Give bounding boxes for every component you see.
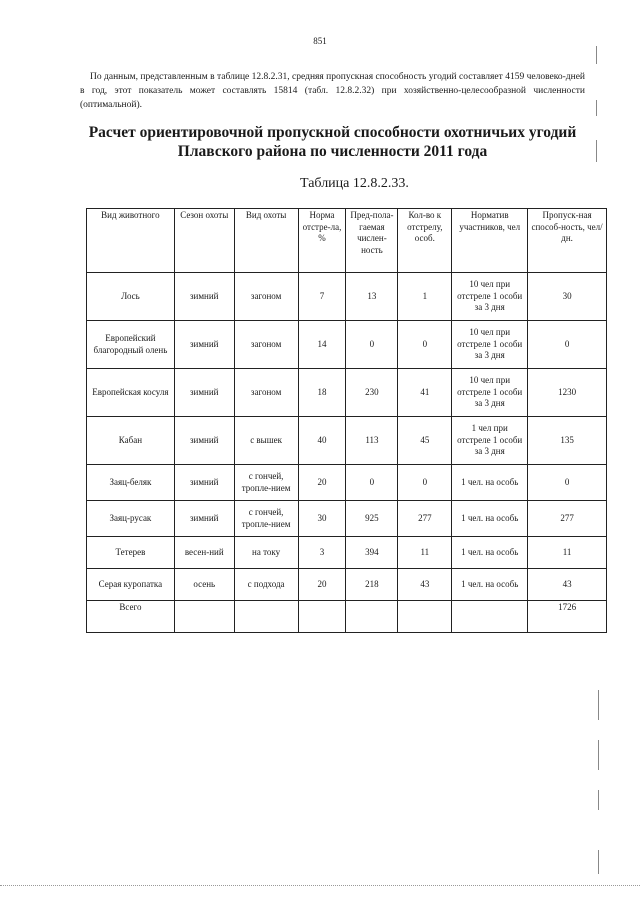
cell-hunt-type: с подхода — [234, 569, 298, 601]
cell-hunt-type: с гончей, тропле-нием — [234, 465, 298, 501]
cell-cull-count: 45 — [398, 417, 452, 465]
cell-animal: Тетерев — [87, 537, 175, 569]
table-total-row — [87, 601, 607, 633]
title-line-1: Расчет ориентировочной пропускной способности охотничьих угодий — [88, 124, 577, 141]
capacity-table — [86, 208, 607, 633]
intro-text: По данным, представленным в таблице 12.8.2.31, средняя пропускная способность угодий составляет 4159 человеко-дней в год, этот показатель может составлять 15814 (табл. 12.8.2.32) при хозяйственно-целесообразной численности (оптимальной). — [80, 72, 585, 110]
table-row — [87, 369, 607, 417]
cell-hunt-type: загоном — [234, 369, 298, 417]
header-capacity: Пропуск-ная способ-ность, чел/дн. — [528, 209, 607, 273]
cell-quota: 20 — [298, 465, 346, 501]
cell-hunt-type: загоном — [234, 321, 298, 369]
cell-animal: Европейский благородный олень — [87, 321, 175, 369]
cell-quota: 30 — [298, 501, 346, 537]
cell-animal: Заяц-беляк — [87, 465, 175, 501]
cell-animal: Кабан — [87, 417, 175, 465]
cell-hunt-type: загоном — [234, 273, 298, 321]
cell-season: зимний — [174, 417, 234, 465]
cell-population: 218 — [346, 569, 398, 601]
total-value: 1726 — [528, 601, 607, 633]
cell-capacity: 1230 — [528, 369, 607, 417]
header-quota: Норма отстре-ла, % — [298, 209, 346, 273]
cell-capacity: 277 — [528, 501, 607, 537]
cell-season: зимний — [174, 501, 234, 537]
cell-participants: 1 чел. на особь — [452, 569, 528, 601]
cell-hunt-type: с вышек — [234, 417, 298, 465]
cell-participants: 10 чел при отстреле 1 особи за 3 дня — [452, 369, 528, 417]
cell-quota: 7 — [298, 273, 346, 321]
cell-capacity: 0 — [528, 465, 607, 501]
cell-quota: 18 — [298, 369, 346, 417]
cell-season: зимний — [174, 273, 234, 321]
cell-animal: Лось — [87, 273, 175, 321]
cell-population: 113 — [346, 417, 398, 465]
cell-animal: Серая куропатка — [87, 569, 175, 601]
cell-capacity: 11 — [528, 537, 607, 569]
cell-cull-count: 11 — [398, 537, 452, 569]
cell-population: 394 — [346, 537, 398, 569]
cell-season: осень — [174, 569, 234, 601]
header-cull-count: Кол-во к отстрелу, особ. — [398, 209, 452, 273]
table-row — [87, 465, 607, 501]
header-season: Сезон охоты — [174, 209, 234, 273]
cell-capacity: 30 — [528, 273, 607, 321]
cell-participants: 10 чел при отстреле 1 особи за 3 дня — [452, 321, 528, 369]
cell-cull-count: 43 — [398, 569, 452, 601]
table-row — [87, 569, 607, 601]
cell-hunt-type: на току — [234, 537, 298, 569]
intro-paragraph — [80, 70, 585, 112]
cell-quota: 20 — [298, 569, 346, 601]
empty-cell — [452, 601, 528, 633]
empty-cell — [346, 601, 398, 633]
header-population: Пред-пола-гаемая числен-ность — [346, 209, 398, 273]
header-animal: Вид животного — [87, 209, 175, 273]
cell-population: 925 — [346, 501, 398, 537]
empty-cell — [398, 601, 452, 633]
cell-season: весен-ний — [174, 537, 234, 569]
empty-cell — [234, 601, 298, 633]
cell-animal: Заяц-русак — [87, 501, 175, 537]
table-row — [87, 501, 607, 537]
cell-season: зимний — [174, 369, 234, 417]
cell-population: 0 — [346, 465, 398, 501]
cell-quota: 3 — [298, 537, 346, 569]
table-header-row — [87, 209, 607, 273]
table-row — [87, 537, 607, 569]
cell-capacity: 0 — [528, 321, 607, 369]
empty-cell — [174, 601, 234, 633]
cell-cull-count: 1 — [398, 273, 452, 321]
table-row — [87, 321, 607, 369]
cell-cull-count: 0 — [398, 321, 452, 369]
cell-season: зимний — [174, 321, 234, 369]
cell-participants: 1 чел при отстреле 1 особи за 3 дня — [452, 417, 528, 465]
table-row — [87, 273, 607, 321]
cell-capacity: 135 — [528, 417, 607, 465]
cell-population: 0 — [346, 321, 398, 369]
cell-population: 230 — [346, 369, 398, 417]
header-participants: Норматив участников, чел — [452, 209, 528, 273]
title-line-2: Плавского района по численности 2011 года — [177, 143, 488, 160]
cell-capacity: 43 — [528, 569, 607, 601]
cell-participants: 1 чел. на особь — [452, 537, 528, 569]
cell-participants: 1 чел. на особь — [452, 465, 528, 501]
cell-quota: 40 — [298, 417, 346, 465]
table-caption: Таблица 12.8.2.33. — [300, 176, 409, 191]
cell-participants: 1 чел. на особь — [452, 501, 528, 537]
cell-cull-count: 0 — [398, 465, 452, 501]
document-title — [80, 123, 585, 161]
cell-cull-count: 41 — [398, 369, 452, 417]
cell-participants: 10 чел при отстреле 1 особи за 3 дня — [452, 273, 528, 321]
header-hunt-type: Вид охоты — [234, 209, 298, 273]
cell-cull-count: 277 — [398, 501, 452, 537]
page-number: 851 — [313, 36, 327, 46]
total-label: Всего — [87, 601, 175, 633]
empty-cell — [298, 601, 346, 633]
scan-footer-dots — [0, 885, 640, 887]
cell-population: 13 — [346, 273, 398, 321]
table-row — [87, 417, 607, 465]
cell-animal: Европейская косуля — [87, 369, 175, 417]
cell-hunt-type: с гончей, тропле-нием — [234, 501, 298, 537]
cell-season: зимний — [174, 465, 234, 501]
cell-quota: 14 — [298, 321, 346, 369]
